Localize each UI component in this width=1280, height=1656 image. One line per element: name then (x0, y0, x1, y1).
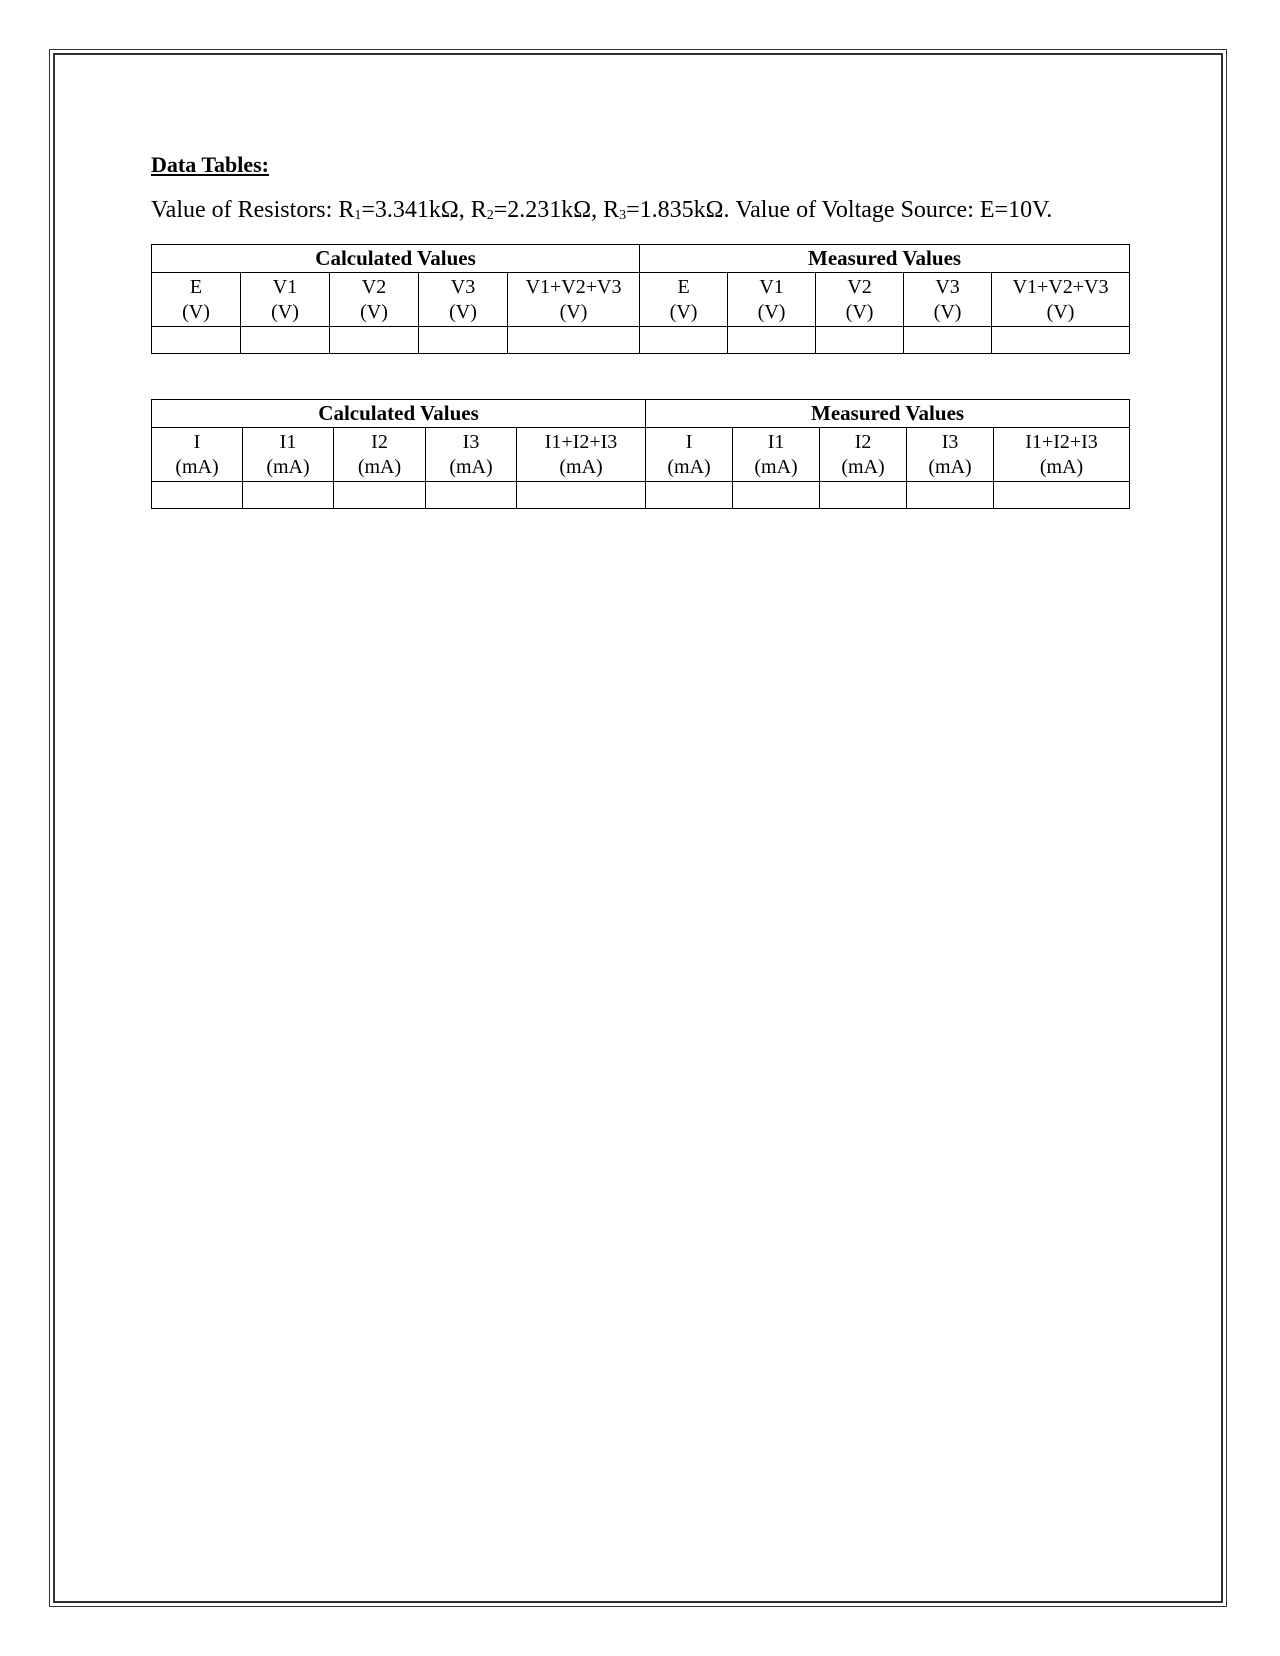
column-unit: (mA) (841, 455, 885, 478)
desc-prefix: Value of Resistors: R (151, 197, 355, 223)
voltage-data-table (151, 244, 1130, 354)
column-header (733, 428, 820, 482)
column-name: E (189, 275, 203, 298)
column-header (508, 273, 640, 327)
column-unit: (mA) (667, 455, 711, 478)
data-cell[interactable] (728, 327, 816, 354)
column-name: I (685, 430, 693, 453)
column-name: V3 (935, 275, 960, 298)
column-unit: (mA) (559, 455, 603, 478)
data-cell[interactable] (994, 482, 1130, 509)
data-cell[interactable] (241, 327, 330, 354)
column-header (241, 273, 330, 327)
column-name: V1 (272, 275, 298, 298)
column-header (904, 273, 992, 327)
calculated-values-header: Calculated Values (152, 400, 646, 428)
r3-subscript: 3 (619, 208, 627, 223)
data-cell[interactable] (152, 327, 241, 354)
r1-subscript: 1 (354, 208, 362, 223)
column-header (816, 273, 904, 327)
column-header (152, 428, 243, 482)
column-header (907, 428, 994, 482)
data-cell[interactable] (816, 327, 904, 354)
column-name: V2 (847, 275, 872, 298)
column-name: V1+V2+V3 (1012, 275, 1109, 298)
data-cell[interactable] (904, 327, 992, 354)
column-header (728, 273, 816, 327)
current-data-table (151, 399, 1130, 509)
column-name: I1+I2+I3 (1025, 430, 1098, 453)
column-unit: (mA) (1039, 455, 1084, 478)
column-unit: (V) (271, 300, 299, 323)
column-header (419, 273, 508, 327)
data-cell[interactable] (334, 482, 426, 509)
resistor-values-text (151, 193, 1052, 231)
column-unit: (mA) (449, 455, 493, 478)
column-header (992, 273, 1130, 327)
column-header-row (152, 428, 1130, 482)
data-entry-row (152, 327, 1130, 354)
column-header (517, 428, 646, 482)
column-unit: (V) (1046, 300, 1075, 323)
data-cell[interactable] (517, 482, 646, 509)
column-unit: (mA) (928, 455, 972, 478)
column-name: I2 (854, 430, 872, 453)
column-header (152, 273, 241, 327)
data-cell[interactable] (426, 482, 517, 509)
column-header (820, 428, 907, 482)
data-cell[interactable] (646, 482, 733, 509)
column-name: V1 (759, 275, 784, 298)
column-unit: (mA) (357, 455, 402, 478)
column-unit: (V) (360, 300, 388, 323)
data-cell[interactable] (992, 327, 1130, 354)
r1-value: =3.341kΩ, R (361, 197, 487, 223)
data-cell[interactable] (243, 482, 334, 509)
column-name: I (193, 430, 201, 453)
column-name: E (677, 275, 690, 298)
column-unit: (mA) (266, 455, 310, 478)
column-unit: (V) (845, 300, 874, 323)
column-unit: (V) (933, 300, 962, 323)
column-name: I3 (462, 430, 480, 453)
column-name: V2 (361, 275, 387, 298)
column-header-row (152, 273, 1130, 327)
column-name: I2 (371, 430, 388, 453)
column-header (994, 428, 1130, 482)
column-name: I1 (767, 430, 785, 453)
column-header (640, 273, 728, 327)
column-name: I3 (941, 430, 959, 453)
column-header (330, 273, 419, 327)
column-header (334, 428, 426, 482)
column-unit: (mA) (175, 455, 219, 478)
column-name: I1+I2+I3 (544, 430, 618, 453)
column-unit: (mA) (754, 455, 798, 478)
data-cell[interactable] (419, 327, 508, 354)
column-name: V3 (450, 275, 476, 298)
measured-values-header: Measured Values (646, 400, 1130, 428)
group-header-row (152, 400, 1130, 428)
measured-values-header: Measured Values (640, 245, 1130, 273)
column-unit: (V) (559, 300, 588, 323)
calculated-values-header: Calculated Values (152, 245, 640, 273)
data-cell[interactable] (907, 482, 994, 509)
r2-subscript: 2 (486, 208, 494, 223)
data-cell[interactable] (820, 482, 907, 509)
data-entry-row (152, 482, 1130, 509)
column-header (426, 428, 517, 482)
column-header (243, 428, 334, 482)
data-cell[interactable] (640, 327, 728, 354)
data-cell[interactable] (330, 327, 419, 354)
column-unit: (V) (449, 300, 477, 323)
column-unit: (V) (669, 300, 698, 323)
data-cell[interactable] (733, 482, 820, 509)
column-name: V1+V2+V3 (525, 275, 622, 298)
data-cell[interactable] (152, 482, 243, 509)
r2-value: =2.231kΩ, R (493, 197, 620, 223)
column-unit: (V) (182, 300, 210, 323)
data-cell[interactable] (508, 327, 640, 354)
column-name: I1 (279, 430, 297, 453)
column-unit: (V) (757, 300, 786, 323)
group-header-row (152, 245, 1130, 273)
column-header (646, 428, 733, 482)
section-heading: Data Tables: (151, 152, 269, 177)
r3-value: =1.835kΩ. Value of Voltage Source: E=10V. (626, 197, 1053, 223)
